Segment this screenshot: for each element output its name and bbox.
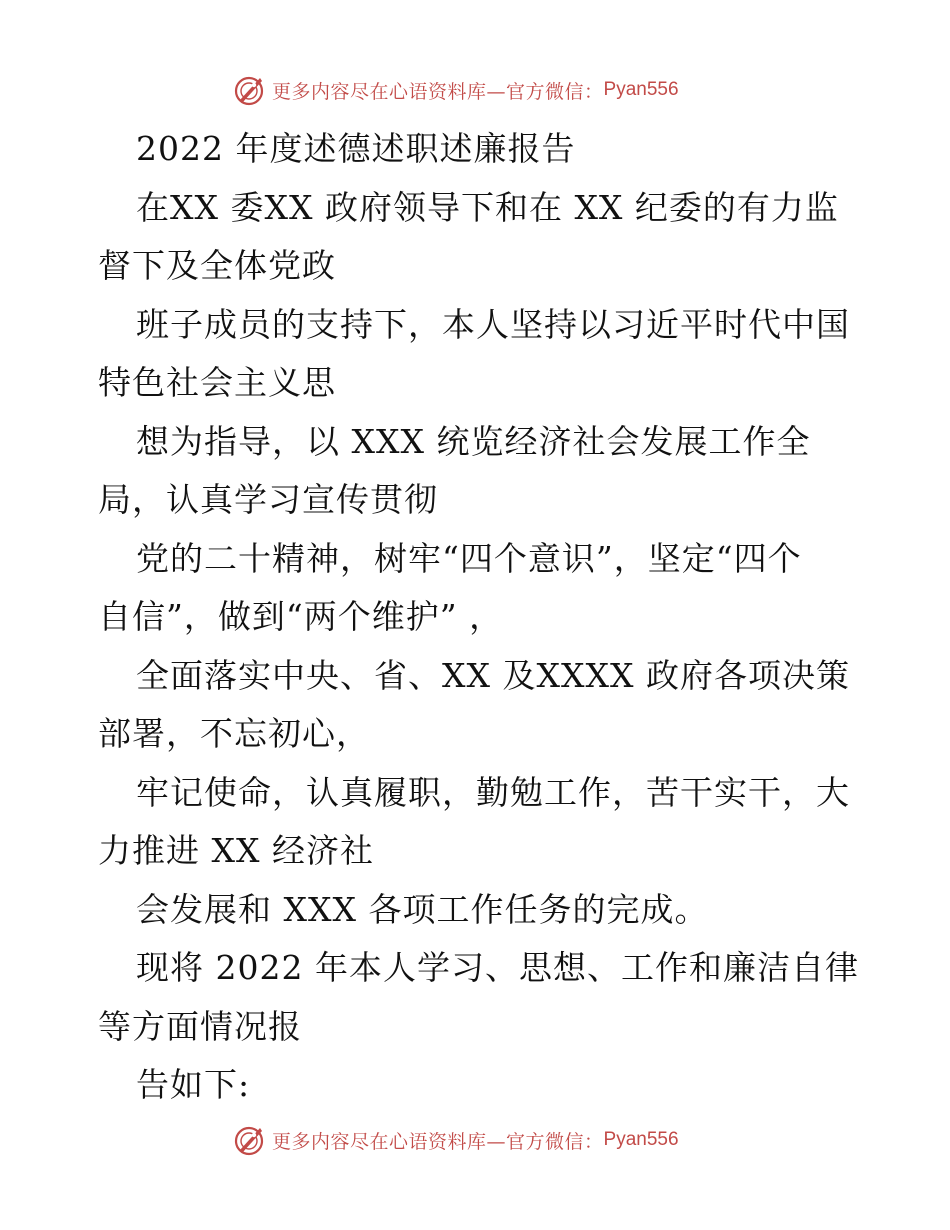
report-title: 2022 年度述德述职述廉报告: [136, 129, 576, 168]
paragraph-line: 会发展和 XXX 各项工作任务的完成。: [136, 889, 709, 929]
paragraph-line: 班子成员的支持下，本人坚持以习近平时代中国: [136, 304, 850, 344]
watermark-text: 更多内容尽在心语资料库—官方微信：: [272, 1130, 604, 1153]
paragraph-line: 督下及全体党政: [98, 246, 336, 285]
paragraph-line: 特色社会主义思: [98, 363, 336, 402]
watermark-account: Pyan556: [603, 79, 679, 100]
watermark-banner-bottom: [232, 1122, 679, 1158]
paragraph-line: 想为指导，以 XXX 统览经济社会发展工作全: [136, 421, 811, 461]
paragraph-line: 牢记使命，认真履职，勤勉工作，苦干实干，大: [136, 772, 850, 812]
watermark-text: 更多内容尽在心语资料库—官方微信：: [272, 80, 604, 103]
watermark-account: Pyan556: [603, 1129, 679, 1150]
paragraph-line: 力推进 XX 经济社: [98, 831, 374, 870]
paragraph-line: 全面落实中央、省、XX 及XXXX 政府各项决策: [136, 655, 850, 695]
watermark-banner-top: [232, 72, 679, 108]
paragraph-line: 告如下:: [136, 1065, 251, 1104]
quill-logo-icon: [232, 73, 266, 107]
paragraph-line: 自信”，做到“两个维护” ，: [98, 597, 504, 636]
paragraph-line: 现将 2022 年本人学习、思想、工作和廉洁自律: [136, 948, 859, 987]
paragraph-line: 局，认真学习宣传贯彻: [98, 480, 438, 519]
quill-logo-icon: [232, 1123, 266, 1157]
report-body: [98, 120, 868, 1115]
paragraph-line: 部署，不忘初心，: [98, 714, 370, 753]
paragraph-line: 在XX 委XX 政府领导下和在 XX 纪委的有力监: [136, 187, 839, 227]
paragraph-line: 等方面情况报: [98, 1006, 302, 1046]
paragraph-line: 党的二十精神，树牢“四个意识”，坚定“四个: [136, 538, 802, 578]
